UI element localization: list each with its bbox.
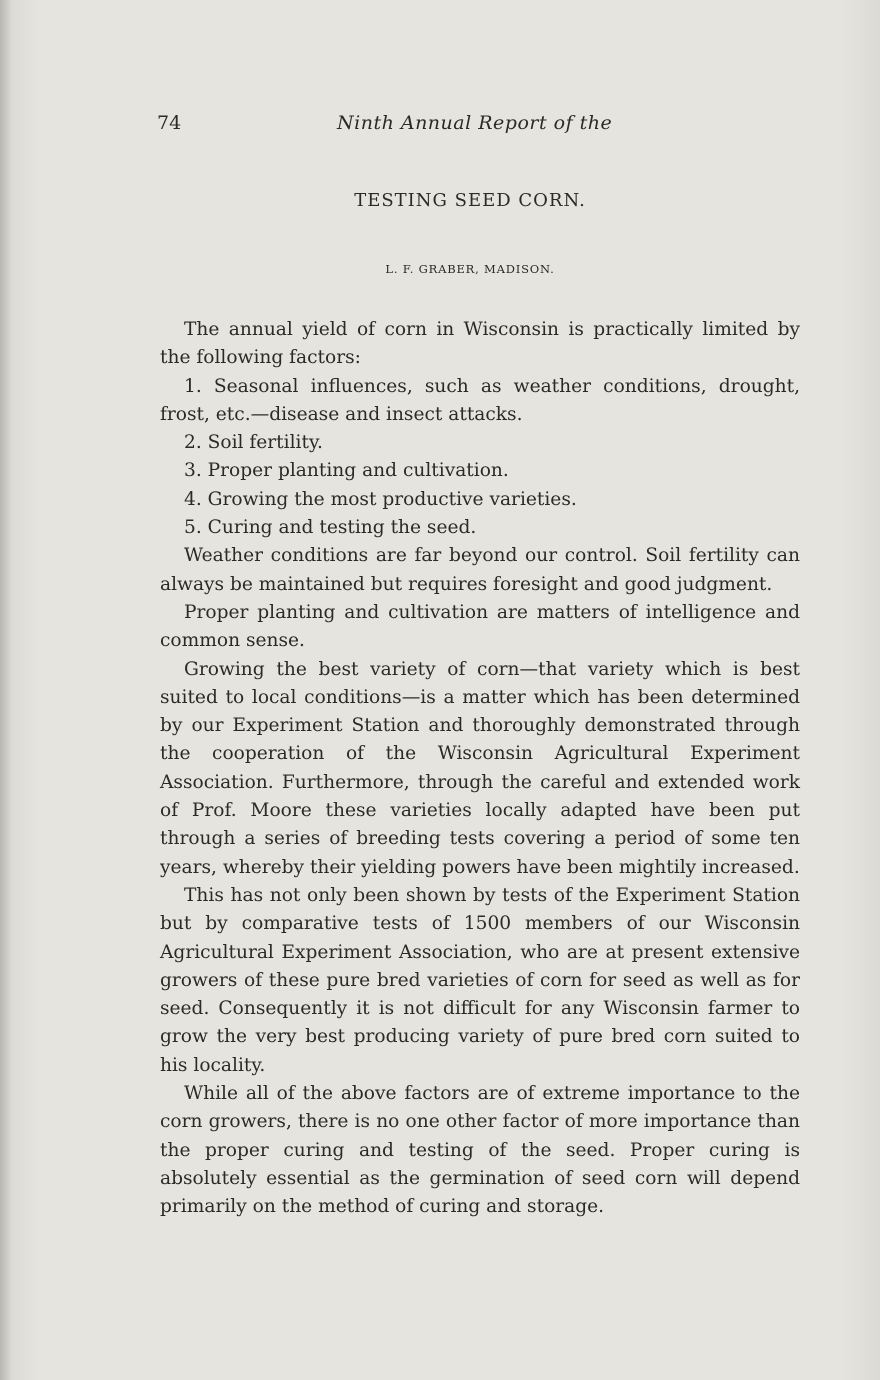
paragraph-tests: This has not only been shown by tests of the Experiment Station but by comparative tests of 1500 members of our Wisconsin Agricultural Experiment Association, who are at present extensive growers of these pure bred varieties of corn for seed as well as for seed. Consequently it is not difficult for any Wisconsin farmer to grow the very best producing variety of pure bred corn suited to his locality. xyxy=(160,884,800,1076)
list-item-factor-2: 2. Soil fertility. xyxy=(184,432,323,454)
paragraph-planting: Proper planting and cultivation are matters of intelligence and common sense. xyxy=(160,601,800,652)
paragraph-variety: Growing the best variety of corn—that variety which is best suited to local conditions—is a matter which has been determined by our Experiment Station and thoroughly demonstrated through the cooperation of the Wisconsin Agricultural Experiment Association. Furthermore, through the careful and extended work of Prof. Moore these varieties locally adapted have been put through a series of breeding tests covering a period of some ten years, whereby their yielding powers have been mightily increased. xyxy=(160,658,800,878)
list-item-factor-1: 1. Seasonal influences, such as weather conditions, drought, frost, etc.—disease and insect attacks. xyxy=(160,375,800,425)
paragraph-weather: Weather conditions are far beyond our control. Soil fertility can always be maintained but requires foresight and good judgment. xyxy=(160,545,800,595)
list-item-factor-5: 5. Curing and testing the seed. xyxy=(184,517,477,539)
paragraph-intro: The annual yield of corn in Wisconsin is practically limited by the following factors: xyxy=(160,319,800,369)
list-item-factor-3: 3. Proper planting and cultivation. xyxy=(184,460,509,482)
author-byline: L. F. GRABER, MADISON. xyxy=(385,262,555,276)
article-body xyxy=(160,316,800,1222)
page-header xyxy=(157,112,797,140)
running-title: Ninth Annual Report of the xyxy=(337,112,613,134)
paragraph-curing: While all of the above factors are of extreme importance to the corn growers, there is no one other factor of more importance than the proper curing and testing of the seed. Proper curing is absolutely essential as the germination of seed corn will depend primarily on the method of curing and storage. xyxy=(160,1083,800,1218)
page-number: 74 xyxy=(157,112,182,134)
list-item-factor-4: 4. Growing the most productive varieties. xyxy=(184,488,577,510)
article-title: TESTING SEED CORN. xyxy=(354,190,586,211)
